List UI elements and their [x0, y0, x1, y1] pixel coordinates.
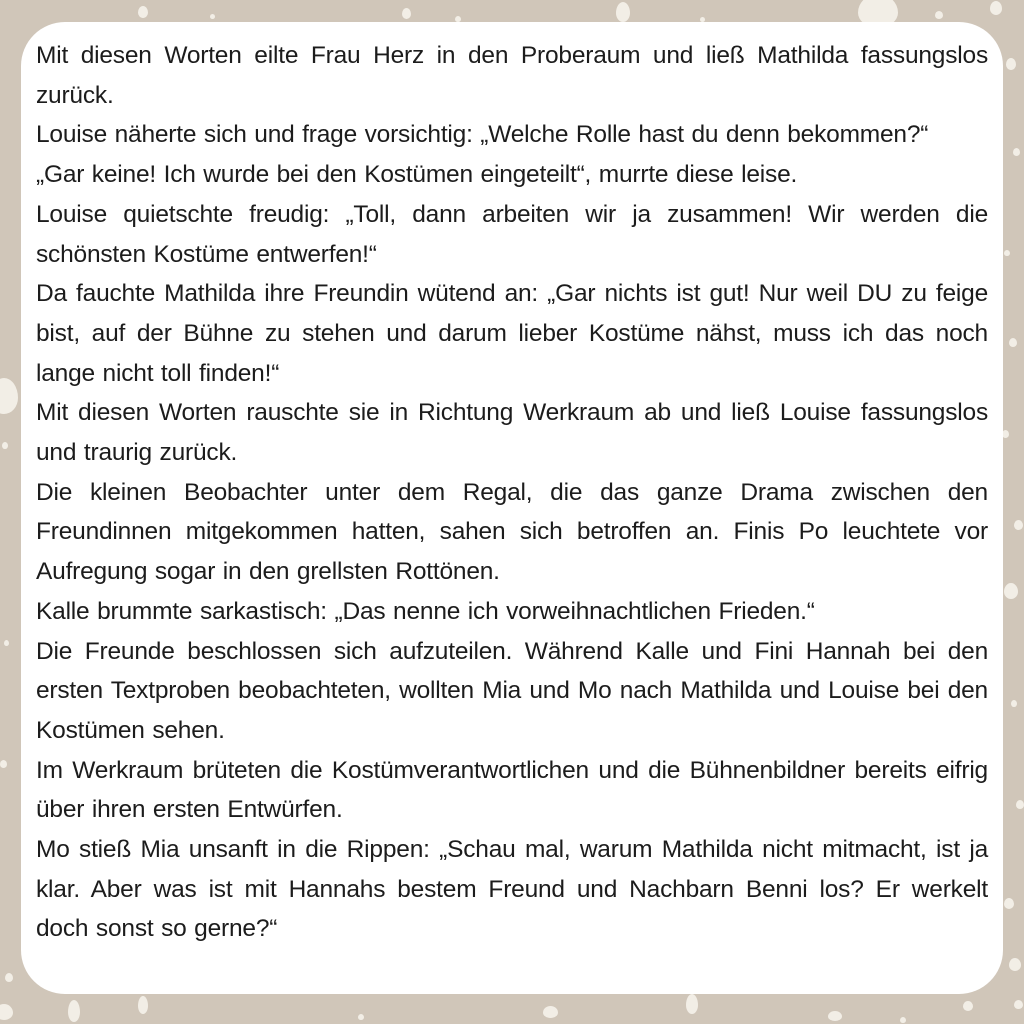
story-paragraph: Mit diesen Worten eilte Frau Herz in den Proberaum und ließ Mathilda fassungslos zurück. [36, 42, 988, 109]
paint-splatter-dot [138, 6, 148, 18]
paint-splatter-dot [616, 2, 630, 22]
paint-splatter-dot [1016, 800, 1024, 809]
paint-splatter-dot [900, 1017, 906, 1023]
paint-splatter-dot [2, 442, 8, 449]
paint-splatter-dot [686, 994, 698, 1014]
paint-splatter-dot [1009, 338, 1017, 347]
paint-splatter-dot [1009, 958, 1021, 971]
story-paragraph: Kalle brummte sarkastisch: „Das nenne ich vorweihnachtlichen Frieden.“ [36, 597, 815, 625]
story-paragraph: Im Werkraum brüteten die Kostümverantwortlichen und die Bühnenbildner bereits eifrig über ihren ersten Entwürfen. [36, 756, 988, 824]
paint-splatter-dot [210, 14, 215, 19]
paint-splatter-dot [0, 760, 7, 768]
paint-splatter-dot [402, 8, 411, 19]
paint-splatter-dot [990, 1, 1002, 15]
story-text-card [21, 22, 1003, 994]
paint-splatter-dot [1006, 58, 1016, 70]
paint-splatter-dot [1014, 1000, 1023, 1009]
paint-splatter-dot [1014, 520, 1023, 530]
paint-splatter-dot [0, 378, 18, 414]
paint-splatter-dot [1013, 148, 1020, 156]
paint-splatter-dot [138, 996, 148, 1014]
paint-splatter-dot [0, 1004, 13, 1020]
paint-splatter-dot [1011, 700, 1017, 707]
paint-splatter-dot [1004, 898, 1014, 909]
paint-splatter-dot [1004, 250, 1010, 256]
story-paragraph: „Gar keine! Ich wurde bei den Kostümen eingeteilt“, murrte diese leise. [36, 161, 798, 189]
story-paragraph: Die kleinen Beobachter unter dem Regal, die das ganze Drama zwischen den Freundinnen mitgekommen hatten, sahen sich betroffen an. Finis Po leuchtete vor Aufregung sogar in den grellsten Rottönen. [36, 478, 988, 586]
paint-splatter-dot [5, 973, 13, 982]
paint-splatter-dot [543, 1006, 558, 1018]
paint-splatter-dot [1004, 583, 1018, 599]
paint-splatter-dot [68, 1000, 80, 1022]
paint-splatter-dot [963, 1001, 973, 1011]
paint-splatter-dot [358, 1014, 364, 1020]
paint-splatter-dot [828, 1011, 842, 1021]
story-paragraph: Mit diesen Worten rauschte sie in Richtung Werkraum ab und ließ Louise fassungslos und traurig zurück. [36, 399, 988, 467]
story-paragraph: Da fauchte Mathilda ihre Freundin wütend an: „Gar nichts ist gut! Nur weil DU zu feige bist, auf der Bühne zu stehen und darum lieber Kostüme nähst, muss ich das noch lange nicht toll finden!“ [36, 280, 988, 387]
story-paragraph: Louise näherte sich und frage vorsichtig: „Welche Rolle hast du denn bekommen?“ [36, 121, 929, 149]
story-paragraph: Mo stieß Mia unsanft in die Rippen: „Schau mal, warum Mathilda nicht mitmacht, ist ja klar. Aber was ist mit Hannahs bestem Freund und Nachbarn Benni los? Er werkelt doch sonst so gerne?“ [36, 836, 988, 943]
paint-splatter-dot [4, 640, 9, 646]
paint-splatter-dot [1002, 430, 1009, 438]
paint-splatter-dot [935, 11, 943, 19]
story-paragraph: Die Freunde beschlossen sich aufzuteilen. Während Kalle und Fini Hannah bei den ersten Textproben beobachteten, wollten Mia und Mo nach Mathilda und Louise bei den Kostümen sehen. [36, 637, 988, 744]
story-paragraph: Louise quietschte freudig: „Toll, dann arbeiten wir ja zusammen! Wir werden die schönsten Kostüme entwerfen!“ [36, 200, 988, 268]
